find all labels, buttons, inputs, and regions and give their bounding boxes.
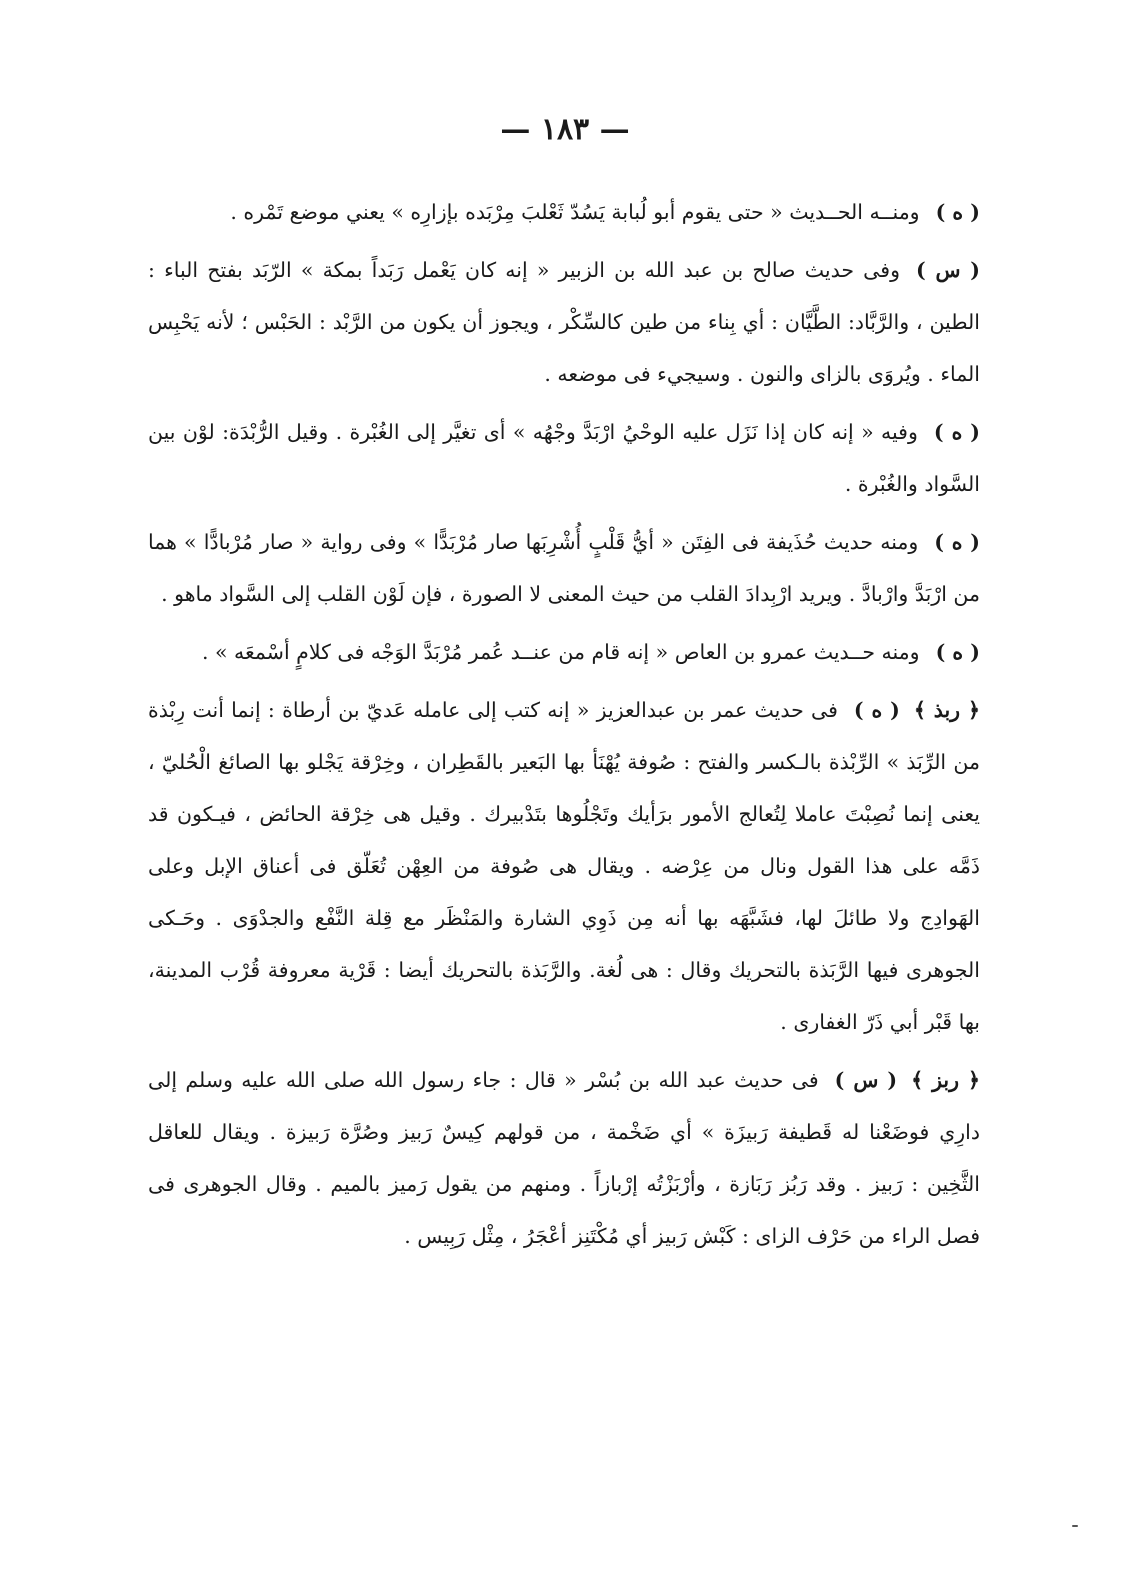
entry-5: [148, 626, 980, 678]
entry-text: ومنه حديث حُذَيفة فى الفِتَن « أيُّ قَلْبٍ أُشْرِبَها صار مُرْبَدًّا » وفى رواية « صار مُرْبادًّا » هما من ارْبَدَّ وارْبادَّ . ويريد ارْبِدادَ القلب من حيث المعنى لا الصورة ، فإن لَوْن القلب إلى السَّواد ماهو .: [148, 530, 980, 606]
entry-3: [148, 406, 980, 510]
source-marker: ( س ): [915, 258, 980, 282]
entry-text: ومنــه الحــديث « حتى يقوم أبو لُبابة يَسُدّ ثَعْلبَ مِرْبَده بإزارِه » يعني موضع تَمْره .: [230, 200, 920, 224]
entry-headword: ﴿ ربذ ﴾: [913, 698, 980, 722]
page-number: — ١٨٣ —: [500, 112, 630, 147]
source-marker: ( ه ): [934, 530, 980, 554]
entry-text: ومنه حــديث عمرو بن العاص « إنه قام من عنــد عُمر مُرْبَدَّ الوَجْه فى كلامٍ أسْمعَه » .: [201, 640, 920, 664]
scan-speck: [1072, 1525, 1078, 1527]
entry-2: [148, 244, 980, 400]
source-marker: ( س ): [834, 1068, 898, 1092]
entry-text: وفى حديث صالح بن عبد الله بن الزبير « إنه كان يَعْمل رَبَداً بمكة » الرّبَد بفتح الباء : الطين ، والرَّبَّاد: الطَّيَّان : أي بِناء من طين كالسِّكْر ، ويجوز أن يكون من الرَّبْد : الحَبْس ؛ لأنه يَحْبِس الماء . ويُروَى بالزاى والنون . وسيجيء فى موضعه .: [148, 258, 980, 386]
entry-rabaz: [148, 1054, 980, 1262]
entry-1: [148, 186, 980, 238]
entry-rabadh: [148, 684, 980, 1048]
entry-text: فى حديث عمر بن عبدالعزيز « إنه كتب إلى عامله عَديّ بن أرطاة : إنما أنت رِبْذة من الرِّبَذ » الرِّبْذة بالـكسر والفتح : صُوفة يُهْنَأ بها البَعير بالقَطِران ، وخِرْقة يَجْلو بها الصائغ الْحُليّ ، يعنى إنما نُصِبْتَ عاملا لِتُعالج الأمور برَأيك وتَجْلُوها بتَدْبيرك . وقيل هى خِرْقة الحائض ، فيـكون قد ذَمَّه على هذا القول ونال من عِرْضه . ويقال هى صُوفة من العِهْن تُعَلّق فى أعناق الإبل وعلى الهَوادِج ولا طائلَ لها، فشَبَّهَه بها أنه مِن ذَوِي الشارة والمَنْظَر مع قِلة النَّفْع والجدْوَى . وحَـكى الجوهرى فيها الرَّبَذة بالتحريك وقال : هى لُغة. والرَّبَذة بالتحريك أيضا : قَرْية معروفة قُرْب المدينة، بها قَبْر أبي ذَرّ الغفارى .: [148, 698, 980, 1034]
source-marker: ( ه ): [935, 640, 980, 664]
source-marker: ( ه ): [933, 420, 980, 444]
entry-text: وفيه « إنه كان إذا نَزَل عليه الوحْيُ ارْبَدَّ وجْهُه » أى تغيَّر إلى الغُبْرة . وقيل الرُّبْدَة: لوْن بين السَّواد والغُبْرة .: [148, 420, 980, 496]
dictionary-entries: [148, 186, 980, 1268]
entry-text: فى حديث عبد الله بن بُسْر « قال : جاء رسول الله صلى الله عليه وسلم إلى دارِي فوضَعْنا له قَطيفة رَبيزَة » أي ضَخْمة ، من قولهم كِيسٌ رَبيز وصُرَّة رَبيزة . ويقال للعاقل الثَّخِين : رَبيز . وقد رَبُز رَبَازة ، وأرْبَزْتُه إرْبازاً . ومنهم من يقول رَميز بالميم . وقال الجوهرى فى فصل الراء من حَرْف الزاى : كَبْش رَبيز أي مُكْتَنِز أعْجَرُ ، مِثْل رَبِيس .: [148, 1068, 980, 1248]
source-marker: ( ه ): [853, 698, 900, 722]
entry-4: [148, 516, 980, 620]
entry-headword: ﴿ ربز ﴾: [911, 1068, 980, 1092]
source-marker: ( ه ): [935, 200, 980, 224]
